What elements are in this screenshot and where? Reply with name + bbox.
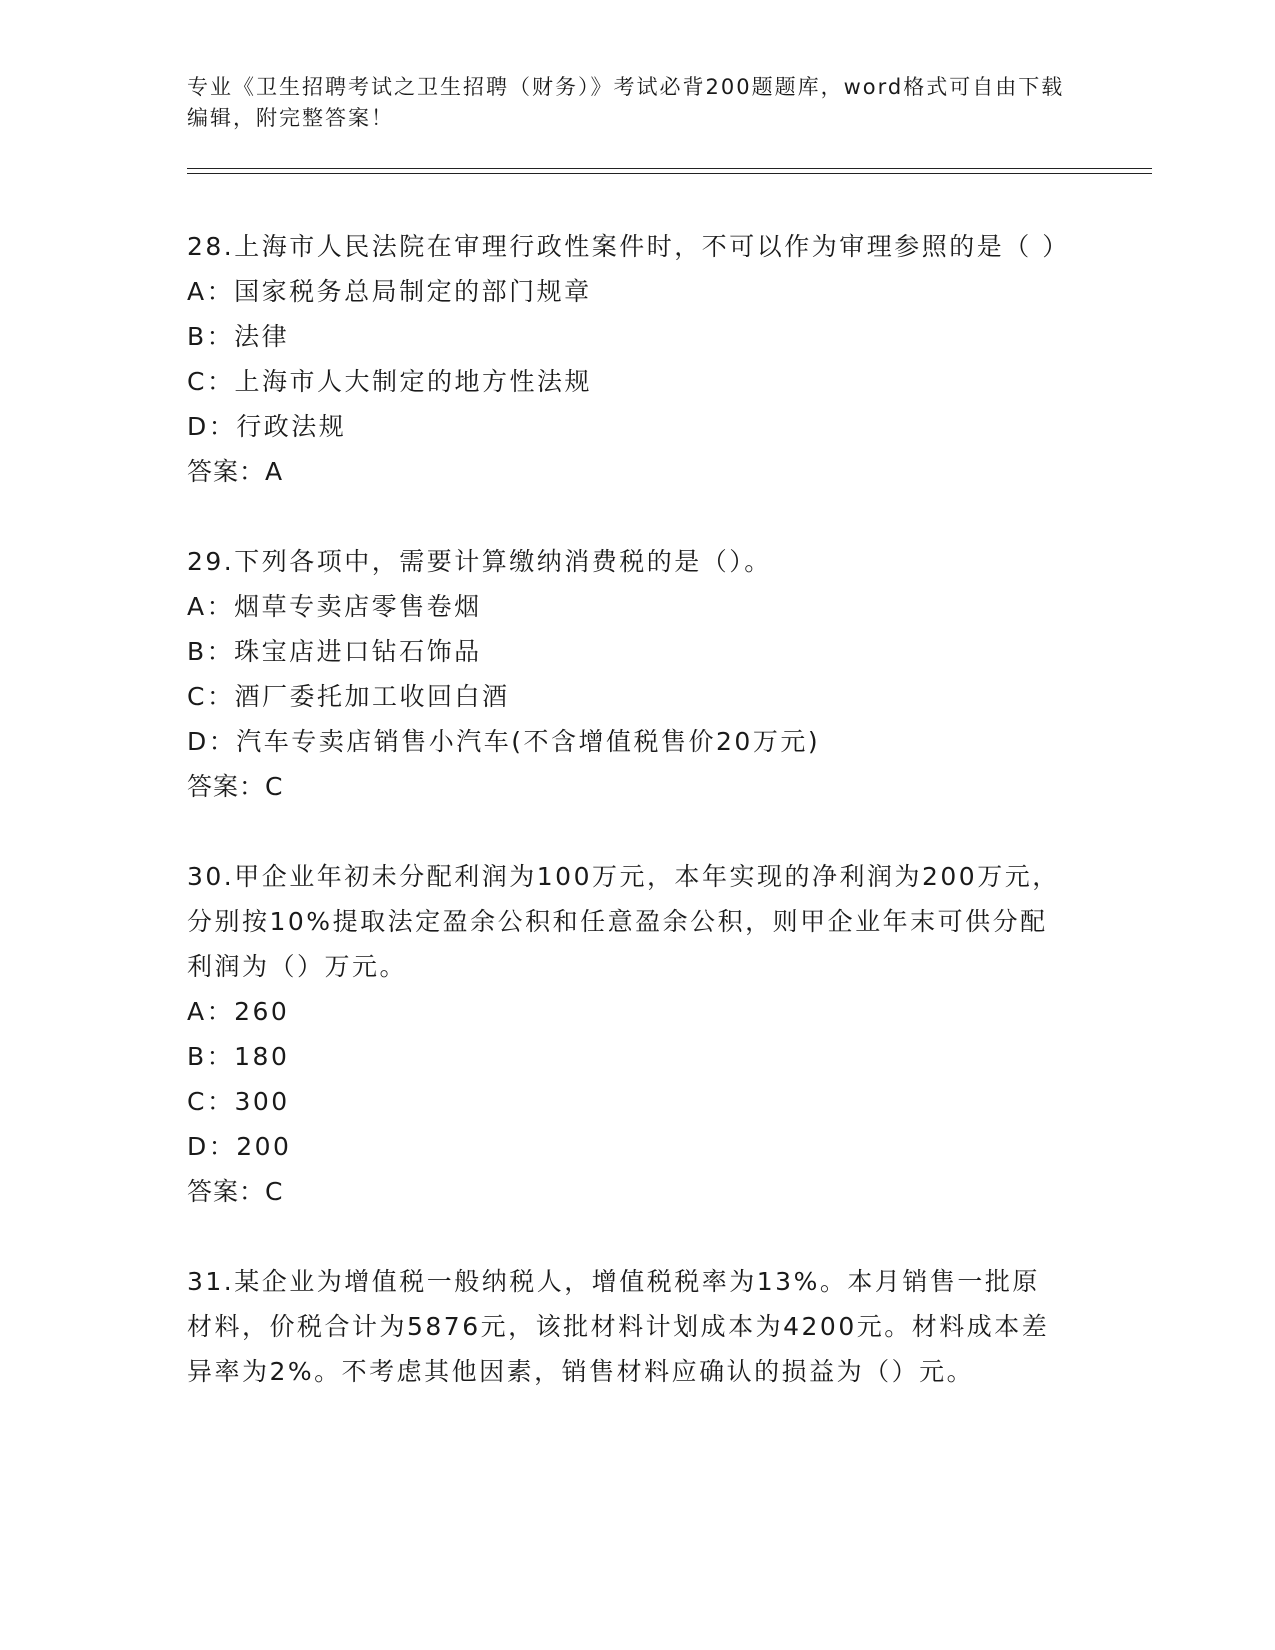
option-d: D：行政法规 — [187, 412, 347, 441]
option-a: A：烟草专卖店零售卷烟 — [187, 592, 482, 621]
question-stem: 30.甲企业年初未分配利润为100万元，本年实现的净利润为200万元，分别按10%提取法定盈余公积和任意盈余公积，则甲企业年末可供分配利润为（）万元。 — [187, 862, 1060, 981]
answer: 答案：C — [187, 772, 284, 801]
option-b: B：珠宝店进口钻石饰品 — [187, 637, 482, 666]
question-stem: 28.上海市人民法院在审理行政性案件时，不可以作为审理参照的是（ ） — [187, 232, 1070, 261]
answer: 答案：A — [187, 457, 284, 486]
document-header: 专业《卫生招聘考试之卫生招聘（财务）》考试必背200题题库，word格式可自由下载编辑，附完整答案！ — [187, 75, 1065, 130]
question-28 — [187, 224, 1152, 494]
option-a: A：260 — [187, 997, 290, 1026]
document-page — [187, 72, 1152, 1394]
option-d: D：汽车专卖店销售小汽车(不含增值税售价20万元) — [187, 727, 821, 756]
option-c: C：300 — [187, 1087, 290, 1116]
divider-line-bottom — [187, 173, 1152, 174]
question-30 — [187, 854, 1152, 1214]
divider-line-top — [187, 168, 1152, 169]
question-stem: 31.某企业为增值税一般纳税人，增值税税率为13%。本月销售一批原材料，价税合计为5876元，该批材料计划成本为4200元。材料成本差异率为2%。不考虑其他因素，销售材料应确认的损益为（）元。 — [187, 1267, 1050, 1386]
option-c: C：酒厂委托加工收回白酒 — [187, 682, 510, 711]
option-c: C：上海市人大制定的地方性法规 — [187, 367, 592, 396]
question-31 — [187, 1259, 1152, 1394]
header-divider — [187, 168, 1152, 174]
question-stem: 29.下列各项中，需要计算缴纳消费税的是（）。 — [187, 547, 772, 576]
question-29 — [187, 539, 1152, 809]
option-b: B：180 — [187, 1042, 290, 1071]
option-b: B：法律 — [187, 322, 290, 351]
answer: 答案：C — [187, 1177, 284, 1206]
option-d: D：200 — [187, 1132, 292, 1161]
option-a: A：国家税务总局制定的部门规章 — [187, 277, 592, 306]
